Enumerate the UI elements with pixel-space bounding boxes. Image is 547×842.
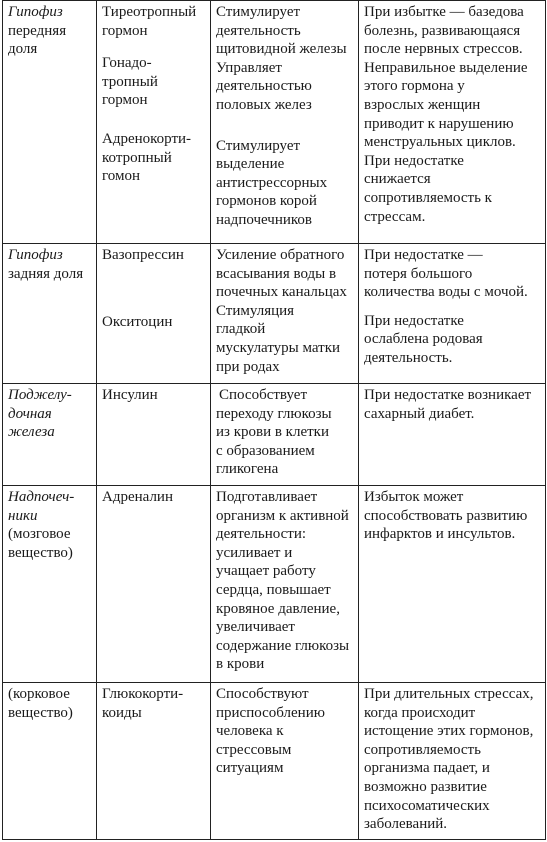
function-line: Стимулирует [216, 137, 301, 154]
gland-cell [3, 244, 97, 384]
hormone-cell [97, 244, 211, 384]
function-line: приспособлению [216, 704, 325, 721]
gland-name-line: Гипофиз [8, 247, 63, 263]
effect-line: взрослых женщин [364, 96, 481, 113]
function-cell [211, 384, 359, 486]
effect-line: При недостатке — [364, 247, 483, 263]
effect-line: этого гормона у [364, 78, 465, 95]
effect-cell [359, 683, 546, 840]
function-line: мускулатуры матки [216, 339, 341, 356]
function-line: антистрессорных [216, 174, 328, 191]
function-line: гликогена [216, 461, 279, 478]
effect-line: При недостатке возникает [364, 387, 532, 403]
function-cell [211, 683, 359, 840]
gland-note-line: вещество) [8, 544, 73, 561]
function-line: почечных канальцах [216, 284, 347, 301]
function-line: усиливает и [216, 544, 293, 561]
function-line: Способствуют [216, 686, 309, 702]
hormone-cell [97, 683, 211, 840]
function-line: деятельностью [216, 78, 312, 95]
effect-line: инфарктов и инсультов. [364, 526, 516, 543]
function-cell [211, 1, 359, 244]
function-line: гормонов корой [216, 193, 317, 210]
effect-line: сопротивляемость [364, 741, 481, 758]
effect-line: организма падает, и [364, 760, 490, 777]
function-line: сердца, повышает [216, 581, 331, 598]
function-cell [211, 486, 359, 683]
hormone-cell [97, 486, 211, 683]
function-line: всасывания воды в [216, 265, 337, 282]
effect-line: способствовать развитию [364, 507, 528, 524]
effect-cell [359, 384, 546, 486]
hormone-line: Вазопрессин [102, 247, 184, 263]
effect-line: когда происходит [364, 704, 476, 721]
function-cell [211, 244, 359, 384]
function-line: содержание глюкозы [216, 637, 350, 654]
effect-line: сахарный диабет. [364, 405, 475, 422]
gland-note-line: передняя [8, 22, 67, 39]
hormone-line: Гонадо- [102, 55, 152, 72]
gland-name-line: ники [8, 507, 38, 524]
effect-line: При недостатке [364, 312, 464, 329]
gland-note-line: (мозговое [8, 526, 71, 543]
effect-line: количества воды с мочой. [364, 284, 528, 301]
function-line: деятельности: [216, 526, 307, 543]
gland-name-line: Надпочеч- [8, 489, 75, 505]
effect-line: сопротивляемость к [364, 189, 492, 206]
hormone-line: тропный [102, 73, 158, 90]
function-line: организм к активной [216, 507, 349, 524]
hormone-line: гормон [102, 92, 148, 109]
hormone-line: котропный [102, 149, 172, 166]
function-line: увеличивает [216, 619, 295, 636]
effect-line: При длительных стрессах, [364, 686, 534, 702]
gland-note-line: (корковое [8, 686, 70, 702]
function-line: Стимулирует [216, 4, 301, 20]
function-line: кровяное давление, [216, 600, 340, 617]
hormone-line: Тиреотропный [102, 4, 197, 20]
function-line: Подготавливает [216, 489, 318, 505]
function-line: гладкой [216, 321, 266, 338]
gland-name-line: дочная [8, 405, 52, 422]
hormone-line: Инсулин [102, 387, 158, 403]
gland-cell [3, 384, 97, 486]
effect-line: При недостатке [364, 152, 464, 169]
gland-note-line: доля [8, 41, 38, 58]
function-line: стрессовым [216, 741, 292, 758]
gland-name-line: Гипофиз [8, 4, 63, 20]
table-row [3, 486, 546, 683]
hormone-line: гомон [102, 168, 141, 185]
effect-line: психосоматических [364, 797, 490, 814]
effect-line: снижается [364, 171, 431, 188]
table-row [3, 244, 546, 384]
effect-line: деятельность. [364, 349, 453, 366]
hormone-line: Адренокорти- [102, 130, 192, 147]
function-line: выделение [216, 156, 285, 173]
gland-cell [3, 486, 97, 683]
table-row [3, 1, 546, 244]
function-line: Усиление обратного [216, 247, 345, 263]
function-line: ситуациям [216, 760, 284, 777]
hormone-line: гормон [102, 22, 148, 39]
table-row [3, 384, 546, 486]
effect-line: Неправильное выделение [364, 59, 528, 76]
gland-name-line: железа [8, 424, 55, 441]
effect-line: При избытке — базедова [364, 4, 524, 20]
gland-name-line: Поджелу- [8, 387, 72, 403]
hormone-cell [97, 1, 211, 244]
function-line: надпочечников [216, 211, 312, 228]
function-line: Способствует [219, 387, 307, 403]
effect-line: менструальных циклов. [364, 134, 516, 151]
effect-line: Избыток может [364, 489, 464, 505]
effect-line: приводит к нарушению [364, 115, 514, 132]
function-line: деятельность [216, 22, 301, 39]
effect-line: болезнь, развивающаяся [364, 22, 521, 39]
effect-cell [359, 1, 546, 244]
function-line: человека к [216, 723, 284, 740]
function-line: учащает работу [216, 563, 316, 580]
gland-cell [3, 683, 97, 840]
endocrine-table [2, 0, 546, 840]
function-line: щитовидной железы [216, 41, 347, 58]
effect-line: заболеваний. [364, 816, 448, 833]
function-line: Управляет [216, 59, 282, 76]
effect-line: потеря большого [364, 265, 473, 282]
hormone-line: Глюкокорти- [102, 686, 184, 702]
effect-line: возможно развитие [364, 778, 487, 795]
function-line: в крови [216, 656, 265, 673]
hormone-line: Окситоцин [102, 313, 173, 330]
table-row [3, 683, 546, 840]
function-line: Стимуляция [216, 302, 295, 319]
effect-cell [359, 486, 546, 683]
gland-note-line: вещество) [8, 704, 73, 721]
effect-line: стрессам. [364, 208, 426, 225]
function-line: переходу глюкозы [216, 405, 332, 422]
function-line: при родах [216, 358, 280, 375]
gland-cell [3, 1, 97, 244]
effect-line: истощение этих гормонов, [364, 723, 534, 740]
function-line: из крови в клетки [216, 424, 329, 441]
function-line: с образованием [216, 442, 315, 459]
hormone-cell [97, 384, 211, 486]
hormone-line: коиды [102, 704, 142, 721]
effect-cell [359, 244, 546, 384]
gland-note-line: задняя доля [8, 265, 84, 282]
function-line: половых желез [216, 96, 312, 113]
effect-line: ослаблена родовая [364, 331, 483, 348]
effect-line: после нервных стрессов. [364, 41, 523, 58]
hormone-line: Адреналин [102, 489, 173, 505]
